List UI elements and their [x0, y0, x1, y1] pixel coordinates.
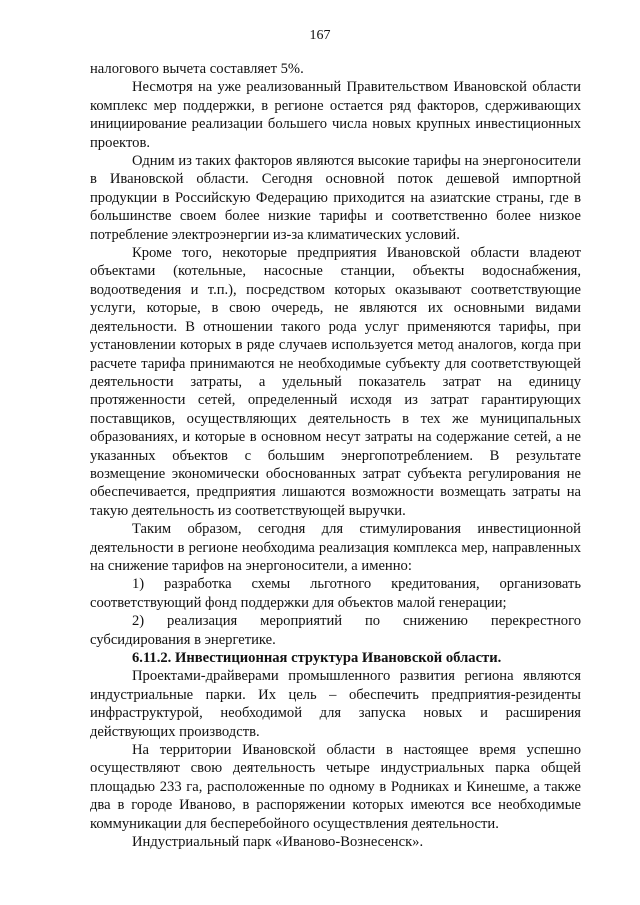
- list-item: 1) разработка схемы льготного кредитования, организовать соответствующий фонд поддержки для объектов малой генерации;: [90, 576, 581, 611]
- paragraph: Кроме того, некоторые предприятия Ивановской области владеют объектами (котельные, насосные станции, объекты водоснабжения, водоотведения и т.п.), посредством которых оказывают соответствующие услуги, которые, в свою очередь, не являются их основными видами деятельности. В отношении такого рода услуг применяются тарифы, при установлении которых в ряде случаев используется метод аналогов, когда при расчете тарифа принимаются не необходимые субъекту для соответствующей деятельности затраты, а удельный показатель затрат на единицу протяженности сетей, определенный исходя из затрат гарантирующих поставщиков, осуществляющих деятельность в тех же муниципальных образованиях, и которые в основном несут затраты на содержание сетей, а не указанных объектов с большим энергопотреблением. В результате возмещение экономически обоснованных затрат субъекта регулирования не обеспечивается, предприятия лишаются возможности возмещать затраты на такую деятельность из соответствующей выручки.: [90, 245, 581, 519]
- page-content: [90, 60, 581, 851]
- paragraph: Одним из таких факторов являются высокие тарифы на энергоносители в Ивановской области. Сегодня основной поток дешевой импортной продукции в Российскую Федерацию приходится на азиатские страны, где в большинстве своем более низкие тарифы и соответственно более низкое потребление электроэнергии из-за климатических условий.: [90, 153, 581, 243]
- paragraph: Индустриальный парк «Иваново-Вознесенск».: [132, 834, 424, 851]
- page-number: 167: [309, 28, 331, 43]
- paragraph-continuation: налогового вычета составляет 5%.: [90, 61, 304, 77]
- section-heading: 6.11.2. Инвестиционная структура Ивановской области.: [132, 650, 502, 666]
- list-item: 2) реализация мероприятий по снижению перекрестного субсидирования в энергетике.: [90, 613, 581, 648]
- paragraph: Несмотря на уже реализованный Правительством Ивановской области комплекс мер поддержки, в регионе остается ряд факторов, сдерживающих инициирование реализации большего числа новых крупных инвестиционных проектов.: [90, 79, 581, 151]
- paragraph: Таким образом, сегодня для стимулирования инвестиционной деятельности в регионе необходима реализация комплекса мер, направленных на снижение тарифов на энергоносители, а именно:: [90, 521, 581, 574]
- paragraph: На территории Ивановской области в настоящее время успешно осуществляют свою деятельность четыре индустриальных парка общей площадью 233 га, расположенные по одному в Родниках и Кинешме, а также два в городе Иваново, в распоряжении которых имеются все необходимые коммуникации для бесперебойного осуществления деятельности.: [90, 742, 581, 832]
- paragraph: Проектами-драйверами промышленного развития региона являются индустриальные парки. Их цель – обеспечить предприятия-резиденты инфраструктурой, необходимой для запуска новых и расширения действующих производств.: [90, 668, 581, 740]
